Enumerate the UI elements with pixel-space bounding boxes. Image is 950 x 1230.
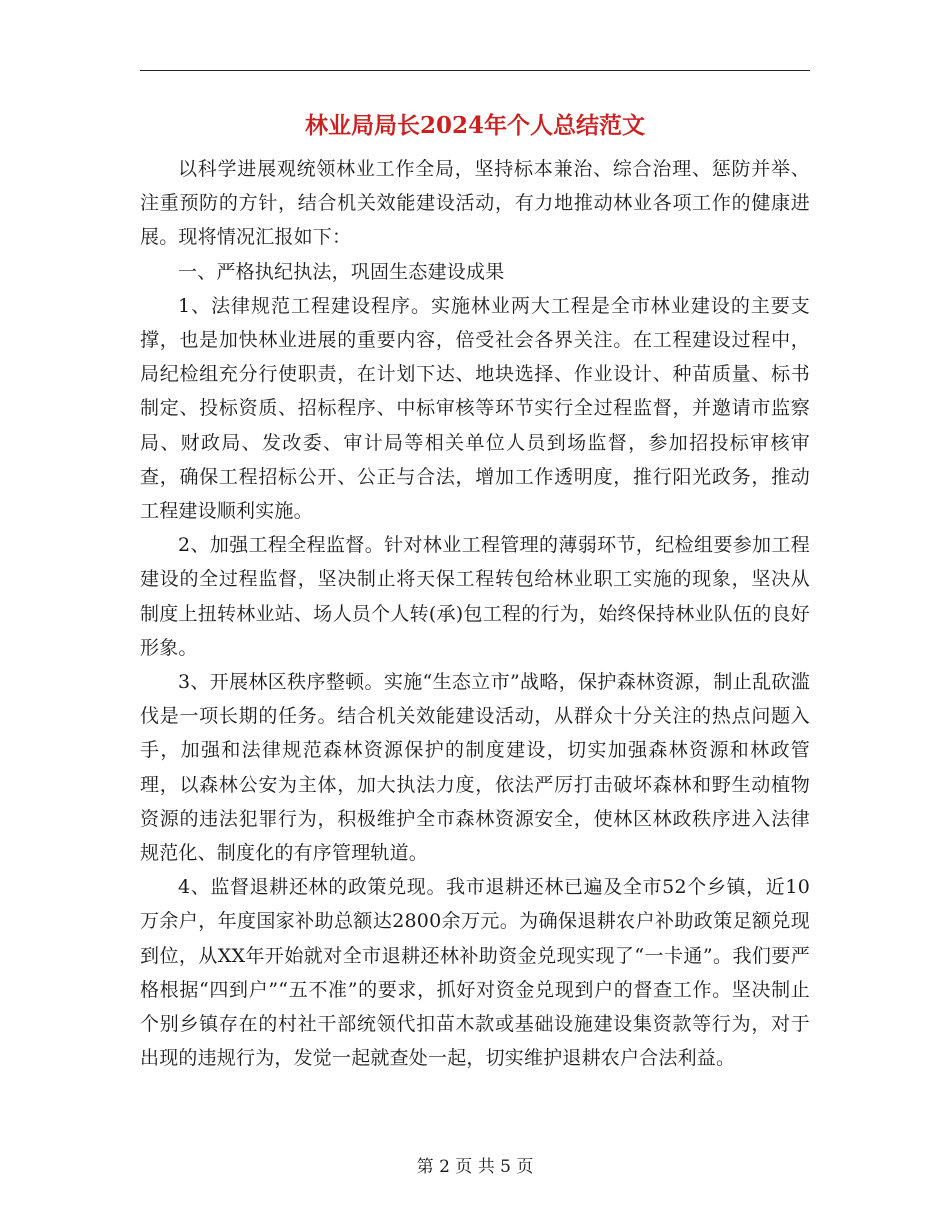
paragraph-intro: 以科学进展观统领林业工作全局，坚持标本兼治、综合治理、惩防并举、注重预防的方针，结合机关效能建设活动，有力地推动林业各项工作的健康进展。现将情况汇报如下： — [140, 158, 810, 249]
document-body — [140, 152, 810, 1075]
page-number-footer: 第 2 页 共 5 页 — [416, 1157, 534, 1177]
paragraph-item-4: 4、监督退耕还林的政策兑现。我市退耕还林已遍及全市52个乡镇，近10万余户，年度国家补助总额达2800余万元。为确保退耕农户补助政策足额兑现到位，从XX年开始就对全市退耕还林补助资金兑现实现了“一卡通”。我们要严格根据“四到户”“五不准”的要求，抓好对资金兑现到户的督查工作。坚决制止个别乡镇存在的村社干部统领代扣苗木款或基础设施建设集资款等行为，对于出现的违规行为，发觉一起就查处一起，切实维护退耕农户合法利益。 — [140, 876, 810, 1070]
section-heading-1: 一、严格执纪执法，巩固生态建设成果 — [178, 260, 505, 283]
paragraph-item-1: 1、法律规范工程建设程序。实施林业两大工程是全市林业建设的主要支撑，也是加快林业进展的重要内容，倍受社会各界关注。在工程建设过程中，局纪检组充分行使职责，在计划下达、地块选择、作业设计、种苗质量、标书制定、投标资质、招标程序、中标审核等环节实行全过程监督，并邀请市监察局、财政局、发改委、审计局等相关单位人员到场监督，参加招投标审核审查，确保工程招标公开、公正与合法，增加工作透明度，推行阳光政务，推动工程建设顺利实施。 — [140, 294, 810, 523]
paragraph-item-2: 2、加强工程全程监督。针对林业工程管理的薄弱环节，纪检组要参加工程建设的全过程监督，坚决制止将天保工程转包给林业职工实施的现象，坚决从制度上扭转林业站、场人员个人转(承)包工程的行为，始终保持林业队伍的良好形象。 — [140, 534, 810, 659]
header-rule — [140, 70, 810, 71]
paragraph-item-3: 3、开展林区秩序整顿。实施“生态立市”战略，保护森林资源，制止乱砍滥伐是一项长期的任务。结合机关效能建设活动，从群众十分关注的热点问题入手，加强和法律规范森林资源保护的制度建设，切实加强森林资源和林政管理，以森林公安为主体，加大执法力度，依法严厉打击破坏森林和野生动植物资源的违法犯罪行为，积极维护全市森林资源安全，使林区林政秩序进入法律规范化、制度化的有序管理轨道。 — [140, 671, 810, 865]
document-title: 林业局局长2024年个人总结范文 — [304, 112, 645, 139]
